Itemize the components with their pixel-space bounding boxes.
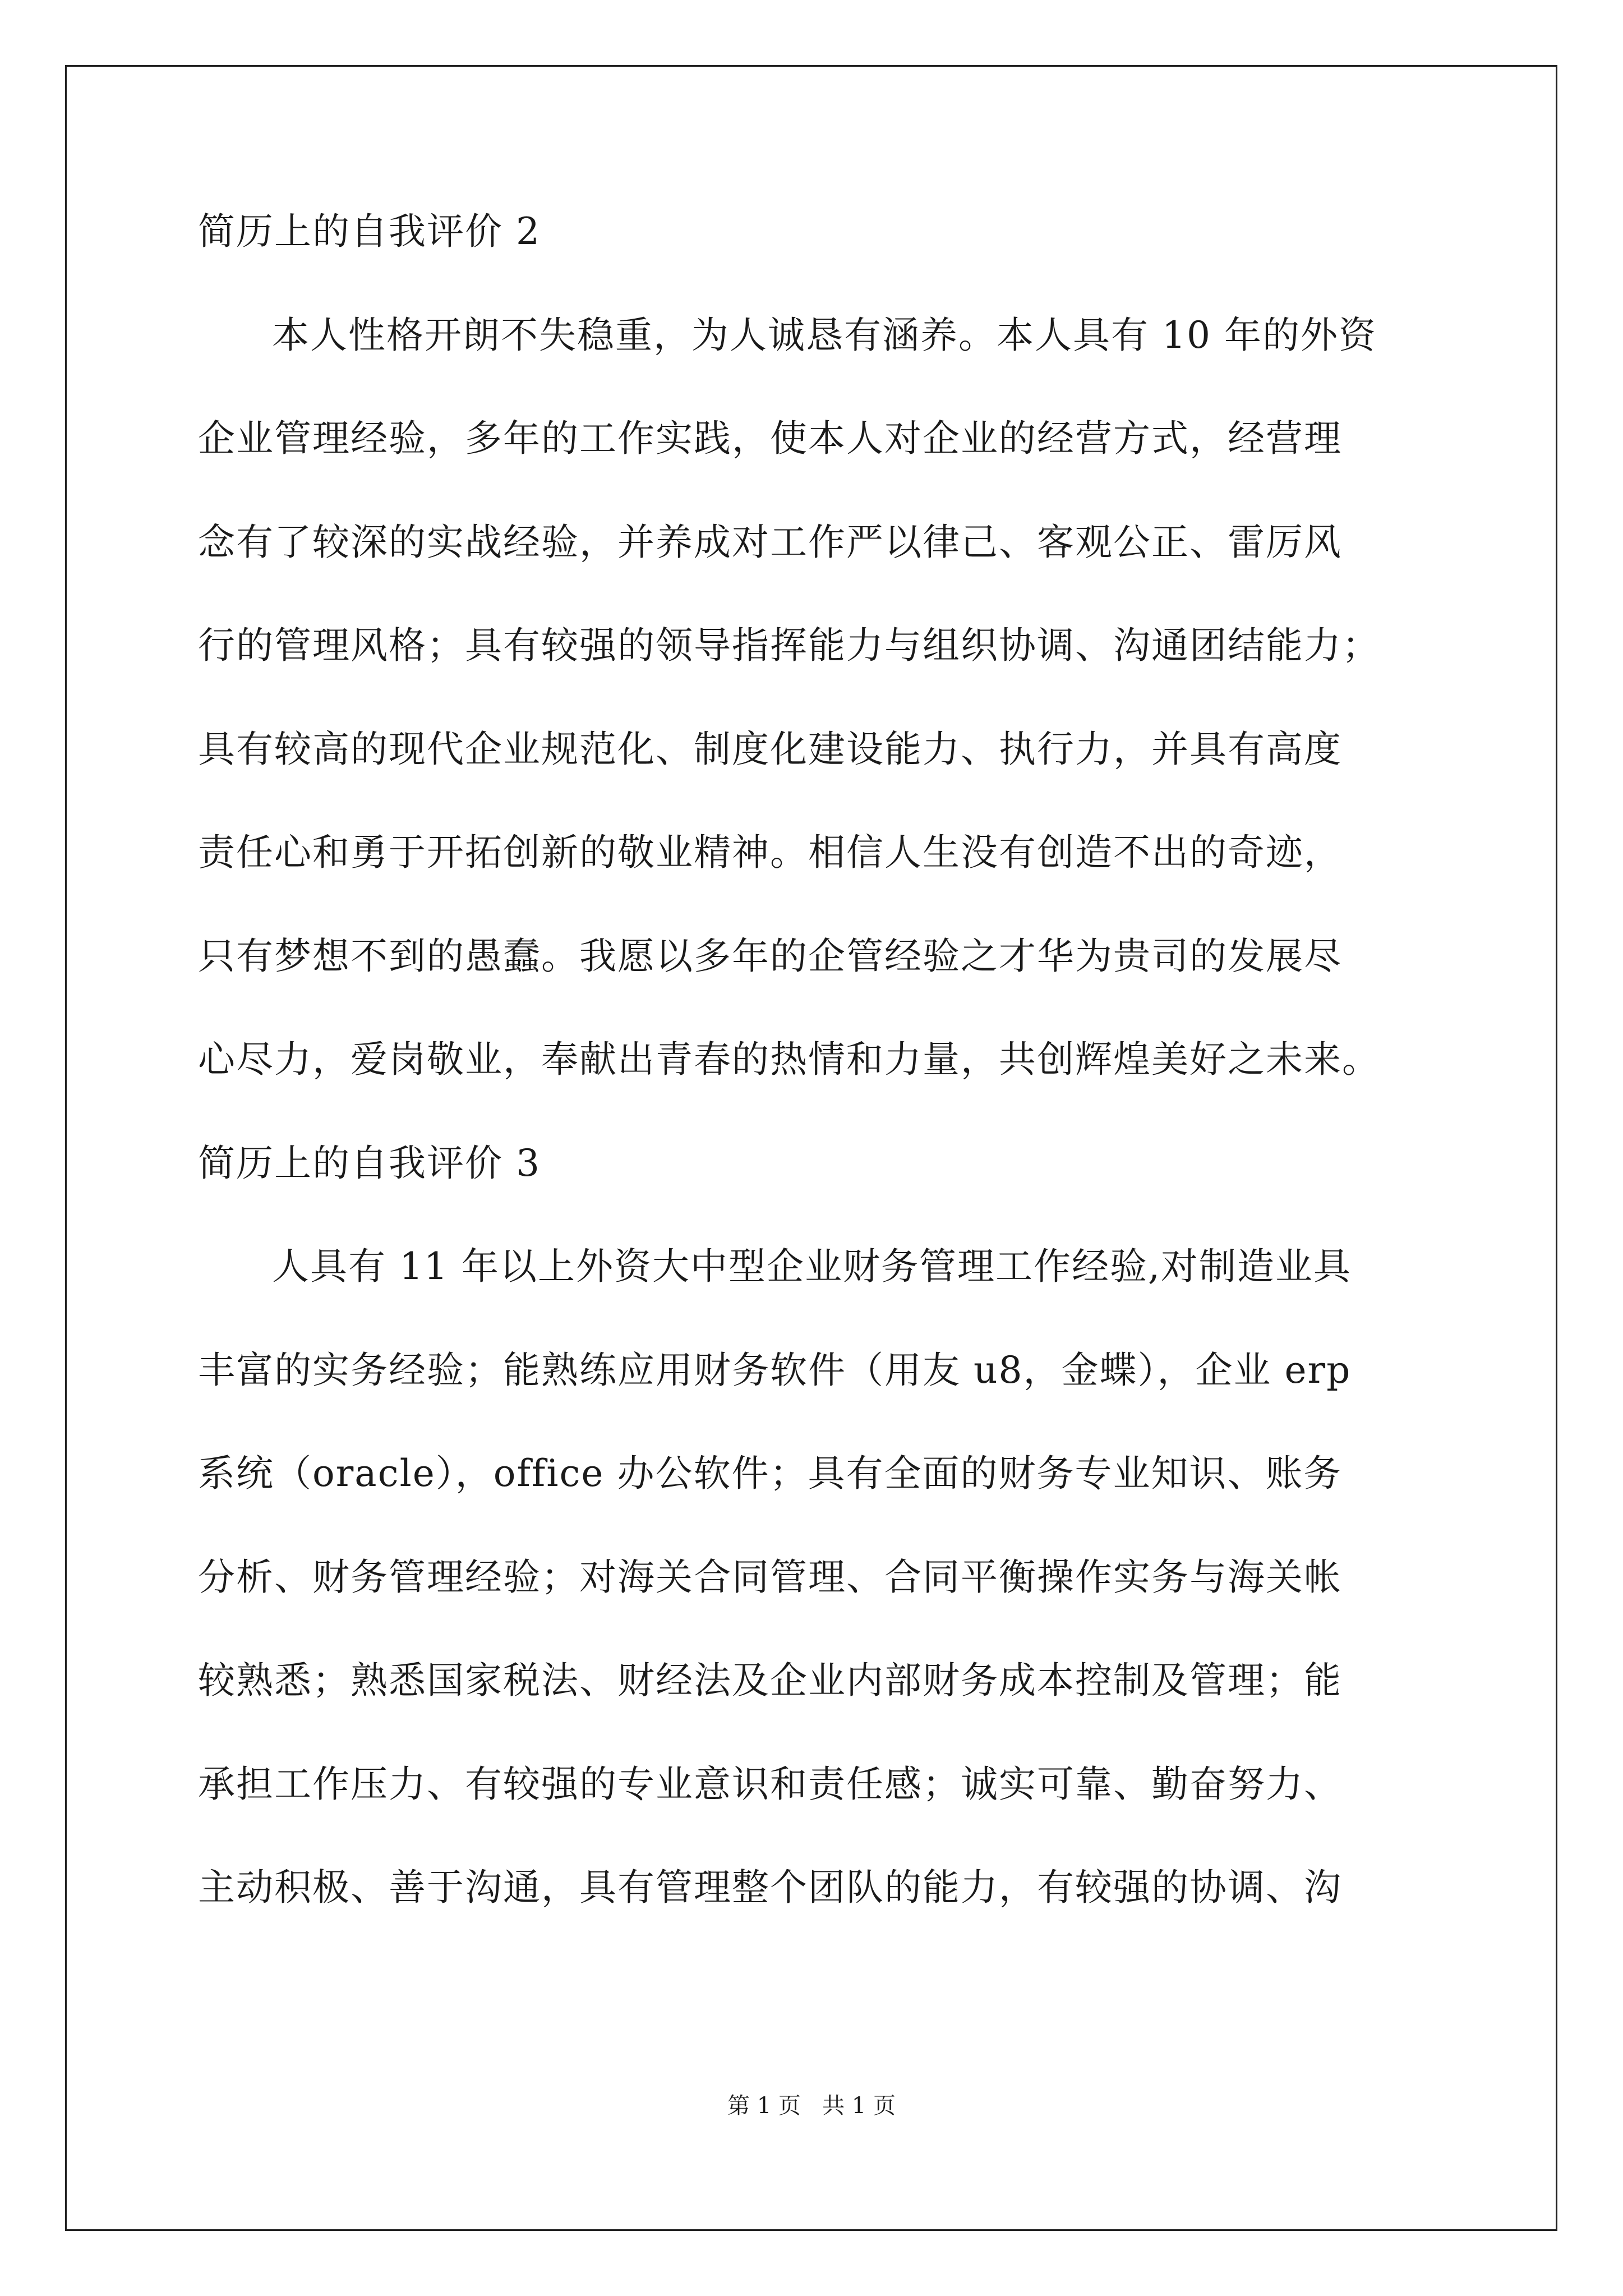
paragraph-line: 念有了较深的实战经验，并养成对工作严以律己、客观公正、雷厉风	[198, 520, 1342, 564]
paragraph-line: 较熟悉；熟悉国家税法、财经法及企业内部财务成本控制及管理；能	[198, 1659, 1342, 1702]
paragraph-line: 行的管理风格；具有较强的领导指挥能力与组织协调、沟通团结能力；	[198, 624, 1380, 667]
paragraph-line: 分析、财务管理经验；对海关合同管理、合同平衡操作实务与海关帐	[198, 1555, 1342, 1599]
page-footer	[0, 2095, 1623, 2117]
page-number: 第 1 页	[727, 2093, 801, 2119]
paragraph-line: 本人性格开朗不失稳重，为人诚恳有涵养。本人具有 10 年的外资	[272, 313, 1377, 357]
total-pages: 共 1 页	[822, 2093, 896, 2119]
document-body	[198, 210, 1432, 1973]
section-heading: 简历上的自我评价 3	[198, 1141, 541, 1185]
paragraph-line: 丰富的实务经验；能熟练应用财务软件（用友 u8，金蝶），企业 erp	[198, 1348, 1352, 1392]
footer-spacer	[801, 2093, 822, 2119]
paragraph-line: 只有梦想不到的愚蠢。我愿以多年的企管经验之才华为贵司的发展尽	[198, 934, 1342, 978]
paragraph-line: 人具有 11 年以上外资大中型企业财务管理工作经验,对制造业具	[272, 1245, 1352, 1288]
paragraph-line: 系统（oracle），office 办公软件；具有全面的财务专业知识、账务	[198, 1452, 1342, 1495]
paragraph-line: 企业管理经验，多年的工作实践，使本人对企业的经营方式，经营理	[198, 417, 1342, 460]
paragraph-line: 具有较高的现代企业规范化、制度化建设能力、执行力，并具有高度	[198, 727, 1342, 771]
section-heading: 简历上的自我评价 2	[198, 210, 541, 253]
paragraph-line: 责任心和勇于开拓创新的敬业精神。相信人生没有创造不出的奇迹，	[198, 831, 1342, 874]
paragraph-line: 承担工作压力、有较强的专业意识和责任感；诚实可靠、勤奋努力、	[198, 1762, 1342, 1806]
paragraph-line: 心尽力，爱岗敬业，奉献出青春的热情和力量，共创辉煌美好之未来。	[198, 1038, 1380, 1081]
paragraph-line: 主动积极、善于沟通，具有管理整个团队的能力，有较强的协调、沟	[198, 1866, 1342, 1909]
